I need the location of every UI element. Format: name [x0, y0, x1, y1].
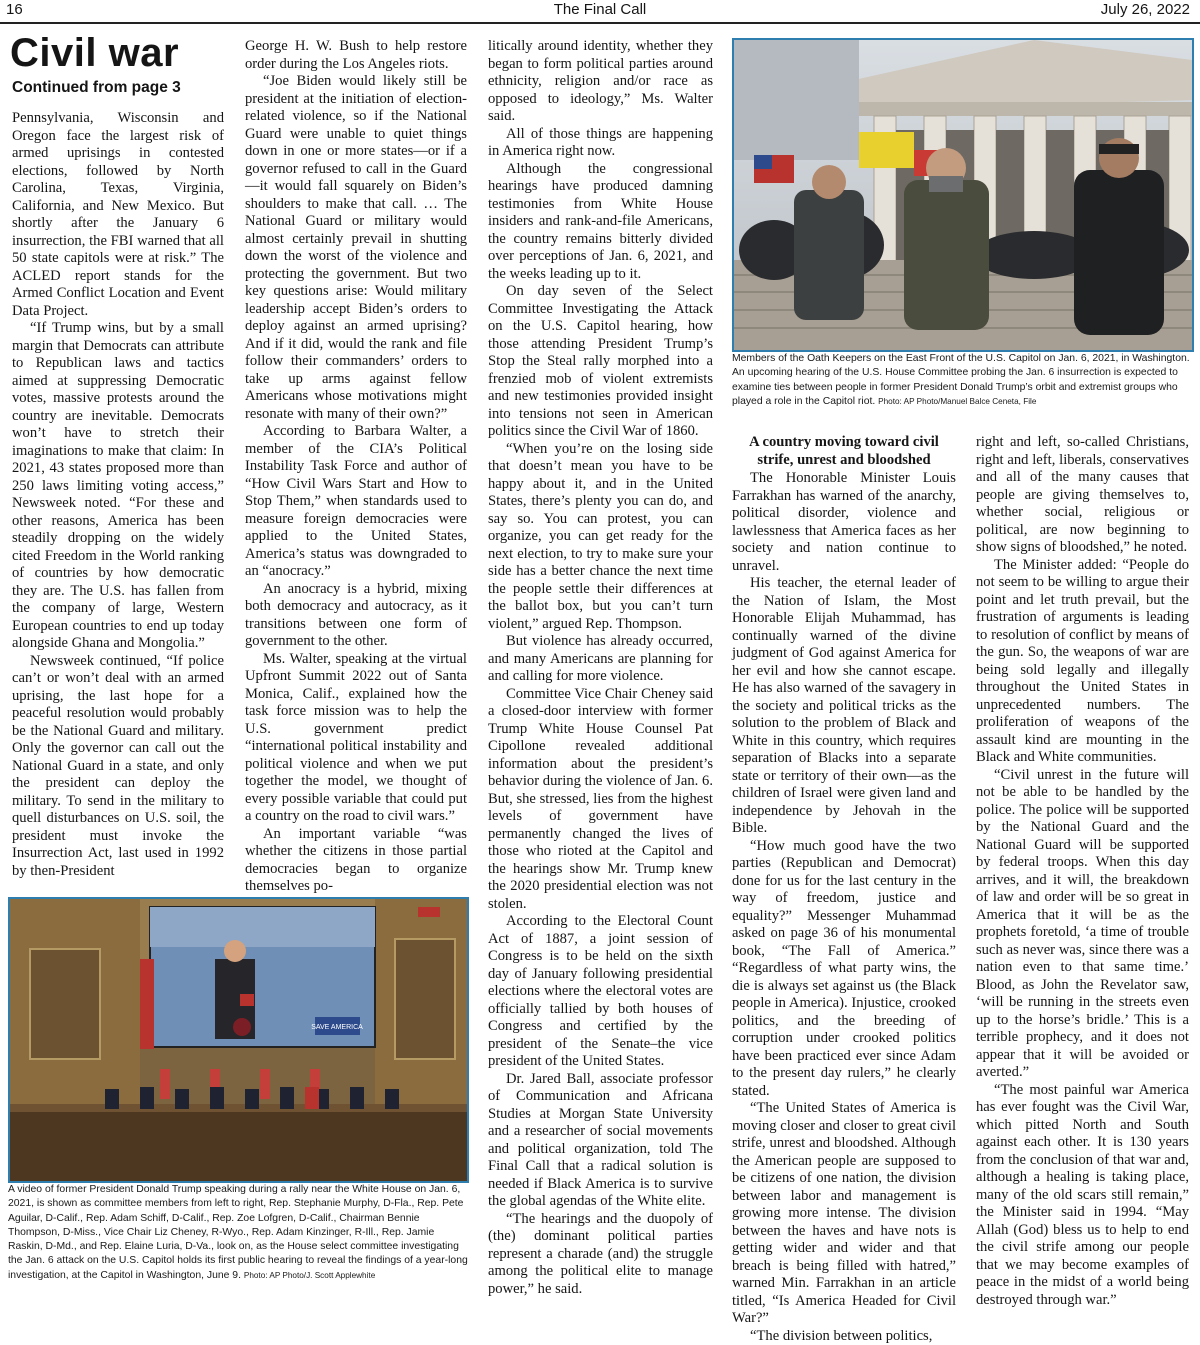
- paragraph: According to Barbara Walter, a member of the CIA’s Political Instability Task Force and author of “How Civil Wars Start and How to Stop Them,” when standards used to measure foreign democracies were applied to the United States, America’s status was downgraded to an “anocracy.”: [245, 423, 467, 581]
- text-column-2: [245, 38, 467, 870]
- photo-credit: Photo: AP Photo/Manuel Balce Ceneta, File: [878, 397, 1036, 406]
- hearing-photo: [8, 897, 469, 1183]
- section-subhead: A country moving toward civil strife, unrest and bloodshed: [732, 434, 956, 469]
- oath-keepers-photo-illustration: [734, 40, 1192, 350]
- paragraph: But violence has already occurred, and many Americans are planning for and calling for more violence.: [488, 633, 713, 686]
- paragraph: “The division between politics,: [732, 1328, 956, 1345]
- paragraph: “The United States of America is moving closer and closer to great civil strife, unrest and bloodshed. Although the American people are supposed to be citizens of one nation, the division between labor and management is growing more intense. The division between the haves and have nots is getting wider and wider and that breach is being filled with hatred,” warned Min. Farrakhan in an article titled, “Is America Headed for Civil War?”: [732, 1100, 956, 1328]
- issue-date: July 26, 2022: [1101, 0, 1190, 20]
- capitol-photo: [732, 38, 1194, 352]
- paragraph: Pennsylvania, Wisconsin and Oregon face the largest risk of armed uprisings in contested elections, followed by North Carolina, Texas, Virginia, California, and New Mexico. But shortly after the January 6 insurrection, the FBI warned that all 50 state capitols were at risk.” The ACLED report stands for the Armed Conflict Location and Event Data Project.: [12, 110, 224, 320]
- paragraph: “How much good have the two parties (Republican and Democrat) done for us for the last century in the way of freedom, justice and equality?” Messenger Muhammad asked on page 36 of his monumental book, “The Fall of America.” “Regardless of what party wins, the die is always set against us (the Black people in America). Injustice, crooked politics, and the breeding of corruption under crooked politics have been practiced ever since Adam to the present day rulers,” he clearly stated.: [732, 838, 956, 1101]
- paragraph: Dr. Jared Ball, associate professor of Communication and Africana Studies at Morgan State University and a researcher of social movements and political organization, told The Final Call that a radical solution is needed if Black America is to survive the global agendas of the White elite.: [488, 1071, 713, 1211]
- text-column-5: [976, 434, 1189, 1298]
- paragraph: litically around identity, whether they began to form political parties around ethnicity, religion and/or race as opposed to ideology,” Ms. Walter said.: [488, 38, 713, 126]
- paragraph: George H. W. Bush to help restore order during the Los Angeles riots.: [245, 38, 467, 73]
- caption-text: A video of former President Donald Trump speaking during a rally near the White House on Jan. 6, 2021, is shown as committee members from left to right, Rep. Stephanie Murphy, D-Fla., Rep. Pete Aguilar, D-Calif., Rep. Adam Schiff, D-Calif., Rep. Zoe Lofgren, D-Calif., Chairman Bennie Thompson, D-Miss., Vice Chair Liz Cheney, R-Wyo., Rep. Adam Kinzinger, R-Ill., Rep. Jamie Raskin, D-Md., and Rep. Elaine Luria, D-Va., look on, as the House select committee investigating the Jan. 6 attack on the U.S. Capitol holds its first public hearing to reveal the findings of a year-long investigation, at the Capitol in Washington, June 9.: [8, 1184, 468, 1281]
- paragraph: Although the congressional hearings have produced damning testimonies from White House insiders and rank-and-file Americans, the country remains bitterly divided over perceptions of Jan. 6, 2021, and the weeks leading up to it.: [488, 161, 713, 284]
- paragraph: “If Trump wins, but by a small margin that Democrats can attribute to Republican laws and tactics aimed at suppressing Democratic votes, massive protests around the country are inevitable. Democrats won’t have to stretch their imaginations to make that claim: In 2021, 43 states proposed more than 250 laws limiting voting access,” Newsweek noted. “For these and other reasons, America has been steadily dropping on the widely cited Freedom in the World ranking of countries by how democratic they are. The U.S. has fallen from the company of large, Western European countries to end up today alongside Ghana and Mongolia.”: [12, 320, 224, 653]
- paragraph: An important variable “was whether the citizens in those partial democracies began to organize themselves po-: [245, 826, 467, 896]
- paragraph: His teacher, the eternal leader of the Nation of Islam, the Most Honorable Elijah Muhammad, has continually warned of the divine judgment of God against America for her evil and how she cannot escape. He has also warned of the savagery in the society and political tricks as the solution to the problem of Black and White in this country, which requires separation of Blacks into a separate state or territory of their own—as the children of Israel were given land and independence by Jehovah in the Bible.: [732, 575, 956, 838]
- paragraph: An anocracy is a hybrid, mixing both democracy and autocracy, as it transitions between one form of government to the other.: [245, 581, 467, 651]
- article-headline: Civil war: [10, 30, 179, 76]
- paragraph: The Honorable Minister Louis Farrakhan has warned of the anarchy, political disorder, violence and lawlessness that America faces as her society and nation continue to unravel.: [732, 470, 956, 575]
- text-column-1: [12, 110, 224, 866]
- paragraph: Committee Vice Chair Cheney said a closed-door interview with former Trump White House Counsel Pat Cipollone revealed additional information about the president’s behavior during the violence of Jan. 6. But, she stressed, lies from the highest levels of government have permanently changed the lives of those who rioted at the Capitol and the hearings show Mr. Trump knew the 2020 presidential election was not stolen.: [488, 686, 713, 914]
- text-column-4: [732, 434, 956, 1298]
- paragraph: “The most painful war America has ever fought was the Civil War, which pitted North and South against each other. It is 130 years from the conclusion of that war and, although a healing is taking place, many of the old scars still remain,” the Minister said in 1994. “May Allah (God) bless us to help to end the civil strife among our people that we may become examples of peace in the midst of a world being destroyed through war.”: [976, 1082, 1189, 1310]
- hearing-photo-illustration: [10, 899, 467, 1181]
- publication-name: The Final Call: [0, 0, 1200, 20]
- page-header: [0, 0, 1200, 24]
- paragraph: According to the Electoral Count Act of 1887, a joint session of Congress is to be held on the sixth day of January following presidential elections where the electoral votes are officially tallied by both houses of Congress and certified by the president of the Senate–the vice president of the United States.: [488, 913, 713, 1071]
- page-number: 16: [6, 0, 23, 20]
- paragraph: right and left, so-called Christians, right and left, liberals, conservatives and all of the many causes that people are giving themselves to, whether social, religious or political, are now beginning to show signs of bloodshed,” he noted.: [976, 434, 1189, 557]
- caption-text: Members of the Oath Keepers on the East Front of the U.S. Capitol on Jan. 6, 2021, in Washington. An upcoming hearing of the U.S. House Committee probing the Jan. 6 insurrection is expected to examine ties between people in former President Donald Trump’s orbit and extremist groups who played a role in the Capitol riot.: [732, 353, 1190, 407]
- continued-from-label: Continued from page 3: [12, 78, 181, 98]
- paragraph: “When you’re on the losing side that doesn’t mean you have to be happy about it, and in the United States, there’s plenty you can do, and say so. You can protest, you can organize, you can get ready for the next election, to try to make sure your side has a better chance the next time the people settle their differences at the ballot box, but you can’t turn violent,” argued Rep. Thompson.: [488, 441, 713, 634]
- paragraph: All of those things are happening in America right now.: [488, 126, 713, 161]
- paragraph: “The hearings and the duopoly of (the) dominant political parties represent a charade (and) the struggle among the political elite to manage power,” he said.: [488, 1211, 713, 1299]
- screen-banner-text: SAVE AMERICA: [311, 1024, 363, 1031]
- paragraph: “Joe Biden would likely still be president at the initiation of election-related violence, so if the National Guard were unable to quiet things down in one or more states—or if a governor refused to call in the Guard—it would fall squarely on Biden’s shoulders to make that call. … The National Guard or military would almost certainly prevail in shutting down the worst of the violence and protecting the government. But two key questions arise: Would military leadership accept Biden’s orders to deploy against an armed uprising? And if it did, would the rank and file follow their commanders’ orders to take up arms against fellow Americans whose motivations might resonate with many of their own?”: [245, 73, 467, 423]
- paragraph: Ms. Walter, speaking at the virtual Upfront Summit 2022 out of Santa Monica, Calif., explained how the task force mission was to help the U.S. government predict “international political instability and political violence and when we put together the model, we thought of every possible variable that could put a country on the road to civil wars.”: [245, 651, 467, 826]
- hearing-photo-caption: [8, 1183, 468, 1283]
- photo-credit: Photo: AP Photo/J. Scott Applewhite: [244, 1271, 375, 1280]
- paragraph: Newsweek continued, “If police can’t or won’t deal with an armed uprising, the last hope for a peaceful resolution would probably be the National Guard and military. Only the governor can call out the National Guard in a state, and only the president can deploy the military. To send in the military to quell disturbances on U.S. soil, the president must invoke the Insurrection Act, last used in 1992 by then-President: [12, 653, 224, 881]
- capitol-photo-caption: [732, 352, 1190, 409]
- paragraph: The Minister added: “People do not seem to be willing to argue their point and let truth prevail, but the frustration of arguments is leading to resolution of conflict by means of the gun. So, the weapons of war are being sold legally and illegally throughout the United States in unprecedented numbers. The proliferation of weapons of the assault kind are mounting in the Black and White communities.: [976, 557, 1189, 767]
- paragraph: On day seven of the Select Committee Investigating the Attack on the U.S. Capitol hearing, how those attending President Trump’s Stop the Steal rally morphed into a frenzied mob of violent extremists and new testimonies provided insight into tensions not seen in American politics since the Civil War of 1860.: [488, 283, 713, 441]
- paragraph: “Civil unrest in the future will not be able to be handled by the police. The police will be supported by the National Guard and the National Guard will be supported by federal troops. When this day arrives, and it will, the breakdown of law and order will be so great in America that it will be as the prophets foretold, ‘a time of trouble such as never was, since there was a nation even to that same time.’ Blood, as John the Revelator saw, ‘will be running in the streets even up to the horse’s bridle.’ This is a terrible prophecy, and it does not appear that it will be avoided or averted.”: [976, 767, 1189, 1082]
- text-column-3: [488, 38, 713, 1298]
